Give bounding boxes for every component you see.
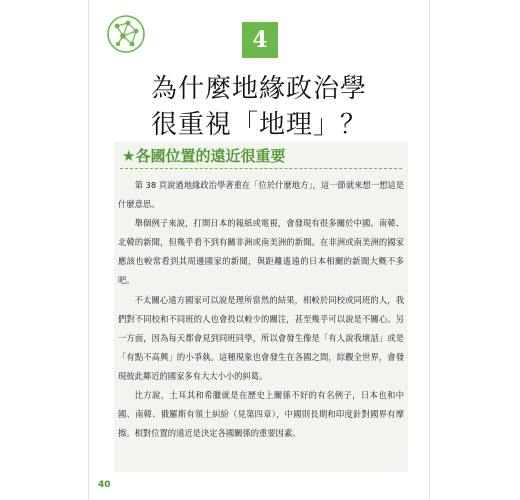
network-icon: [106, 14, 146, 54]
body-paragraph: 不太關心遠方國家可以說是理所當然的結果，相較於同校或同班的人，我們對不同校和不同班的人也會投以較少的關注，甚至幾乎可以說是不關心。另一方面，因為每天都會見到同班同學，所以會發生像是「有人說我壞話」或是「有點不高興」的小爭執。這種現象也會發生在各國之間，綜觀全世界，會發現彼此鄰近的國家多有大大小小的糾葛。: [118, 294, 404, 381]
chapter-number-badge: 4: [242, 22, 278, 58]
section-divider: [120, 168, 402, 169]
body-paragraph: 舉個例子來說，打開日本的報紙或電視，會發現有很多關於中國、南韓、北韓的新聞，但幾乎看不到有關非洲或南美洲的新聞。在非洲或南美洲的國家應該也較常看到其周邊國家的新聞，與距離遙遠的日本相關的新聞大概不多吧。: [118, 218, 404, 286]
chapter-title-line-1: 為什麼地緣政治學: [150, 74, 367, 104]
section-heading: ★各國位置的遠近很重要: [122, 147, 286, 165]
page-number: 40: [98, 480, 111, 490]
body-paragraph: 比方說，土耳其和希臘就是在歷史上關係不好的有名例子，日本也和中國、南韓、俄羅斯有領土糾紛（見第四章），中國則長期和印度針對國界有摩擦。相對位置的遠近是決定各國關係的重要因素。: [118, 390, 404, 439]
body-paragraph: 第 38 頁說過地緣政治學著重在「位於什麼地方」，這一節就來想一想這是什麼意思。: [118, 180, 404, 210]
chapter-title-line-2: 很重視「地理」？: [150, 110, 367, 140]
section-body: [118, 176, 404, 443]
